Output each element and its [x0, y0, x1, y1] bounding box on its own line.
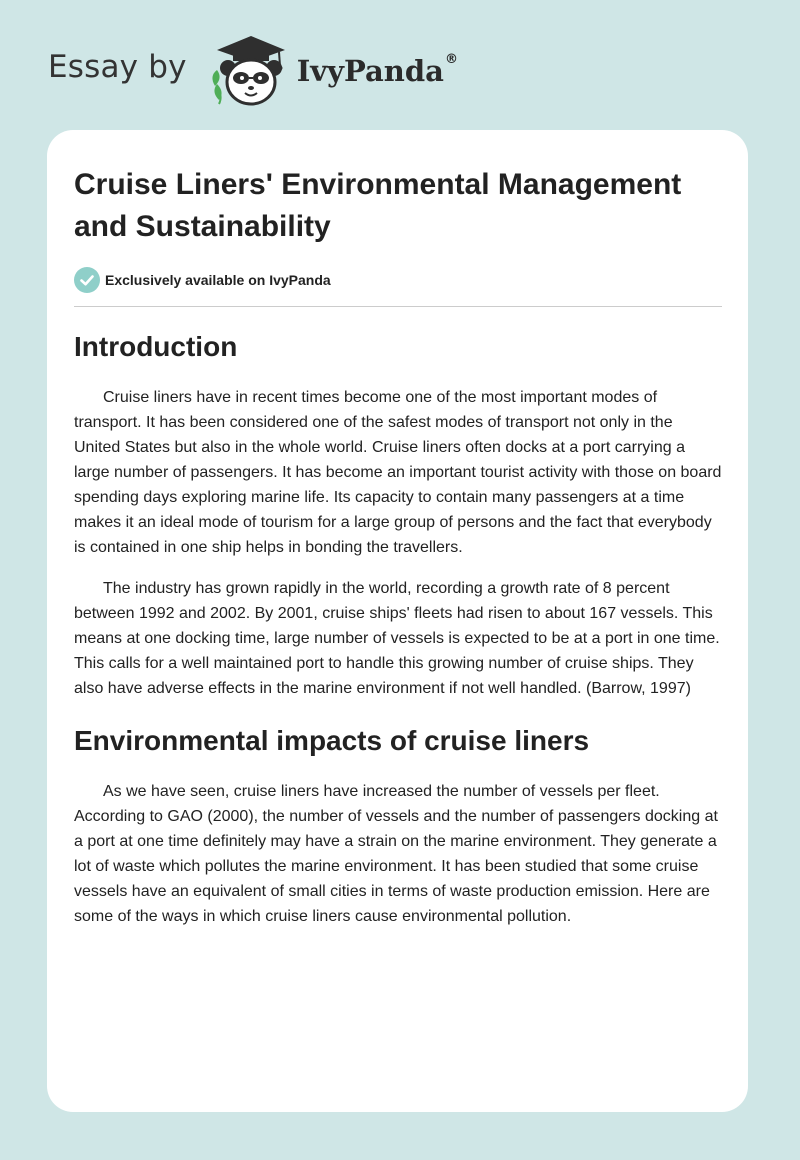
registered-mark: ®	[444, 52, 458, 67]
paragraph-introduction-1: Cruise liners have in recent times become one of the most important modes of transport. It has been considered one of the safest modes of transport not only in the United States but also in the whole world. Cruise liners often docks at a port carrying a large number of passengers. It has become an important tourist activity with those on board spending days exploring marine life. Its capacity to contain many passengers at a time makes it an ideal mode of tourism for a large group of persons and the fact that everybody is contained in one ship helps in bonding the travellers.	[74, 389, 722, 556]
paragraph-environmental-impacts-1: As we have seen, cruise liners have increased the number of vessels per fleet. According to GAO (2000), the number of vessels and the number of passengers docking at a port at one time definitely may have a strain on the marine environment. They generate a lot of waste which pollutes the marine environment. It has been studied that some cruise vessels have an equivalent of small cities in terms of waste production emission. Here are some of the ways in which cruise liners cause environmental pollution.	[74, 783, 718, 925]
essay-content	[74, 164, 722, 929]
essay-title: Cruise Liners' Environmental Management and Sustainability	[74, 168, 682, 243]
essay-card	[47, 130, 748, 1112]
check-circle-icon	[74, 267, 100, 293]
ivypanda-panda-logo-icon[interactable]	[205, 30, 295, 110]
essay-by-label: Essay by	[48, 49, 187, 85]
paragraph-introduction-2: The industry has grown rapidly in the world, recording a growth rate of 8 percent between 1992 and 2002. By 2001, cruise ships' fleets had risen to about 167 vessels. This means at one docking time, large number of vessels is expected to be at a port in one time. This calls for a well maintained port to handle this growing number of cruise ships. They also have adverse effects in the marine environment if not well handled. (Barrow, 1997)	[74, 580, 720, 697]
title-divider	[74, 306, 722, 307]
site-header	[48, 30, 458, 110]
ivypanda-brand-name[interactable]: IvyPanda®	[296, 52, 458, 88]
section-heading-introduction: Introduction	[74, 331, 238, 362]
section-heading-environmental-impacts: Environmental impacts of cruise liners	[74, 725, 590, 756]
exclusive-badge	[74, 267, 722, 293]
exclusive-badge-text: Exclusively available on IvyPanda	[105, 272, 331, 288]
